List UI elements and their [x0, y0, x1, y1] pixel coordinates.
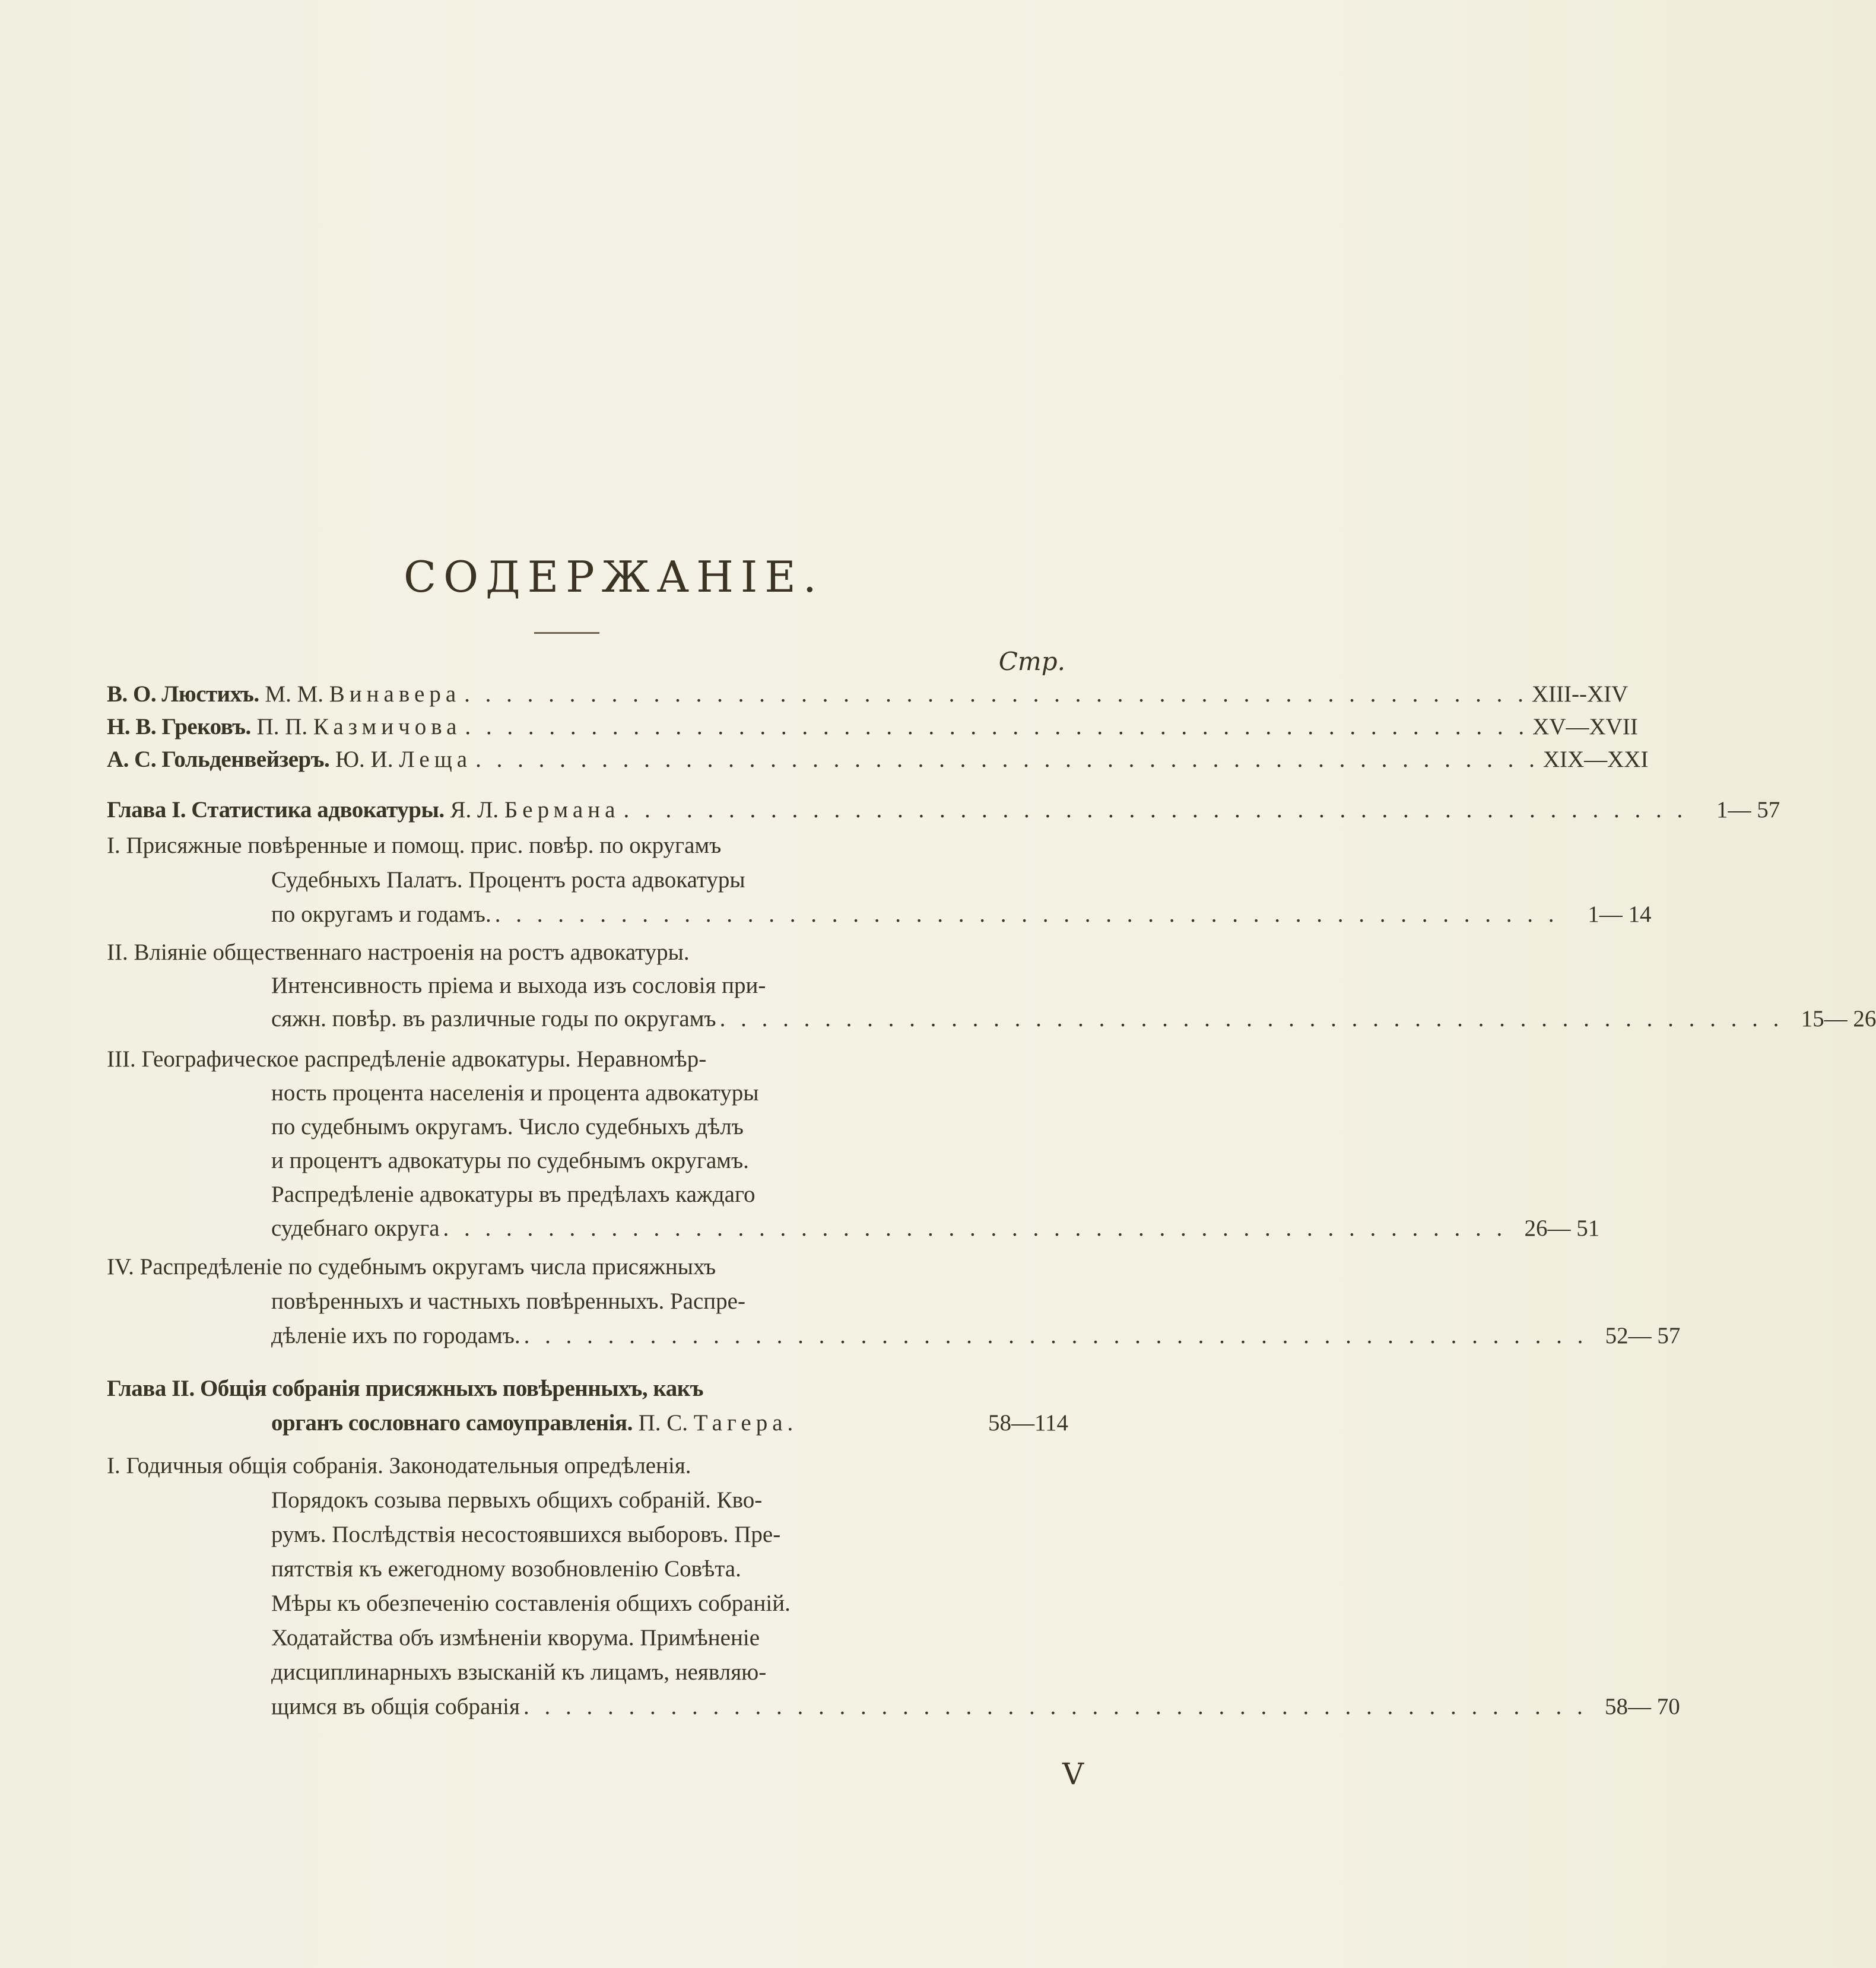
entry-name: Казмичова: [313, 714, 462, 739]
section-line: III. Географическое распредѣленіе адвокатуры. Неравномѣр-: [107, 1046, 707, 1072]
section-line: I. Годичныя общія собранія. Законодательныя опредѣленія.: [107, 1453, 691, 1478]
section-line: повѣренныхъ и частныхъ повѣренныхъ. Распре-: [271, 1288, 745, 1314]
section-line: Мѣры къ обезпеченію составленія общихъ собраній.: [271, 1591, 791, 1616]
entry-author: Н. В. Грековъ.: [107, 714, 251, 739]
section-line: IV. Распредѣленіе по судебнымъ округамъ числа присяжныхъ: [107, 1254, 716, 1280]
section-line: Интенсивность пріема и выхода изъ сословія при-: [271, 973, 766, 998]
chapter-heading: [107, 1372, 1068, 1405]
section-line: дисциплинарныхъ взысканій къ лицамъ, неявляю-: [271, 1659, 767, 1685]
entry-by: Ю. И.: [335, 747, 393, 772]
entry-pages: XIX—XXI: [1542, 747, 1649, 772]
chapter-author: Бермана: [504, 797, 620, 823]
section-line: I. Присяжные повѣренные и помощ. прис. повѣр. по округамъ: [107, 833, 722, 858]
chapter-title-cont: органъ сословнаго самоуправленія.: [271, 1410, 633, 1436]
section-pages: 15— 26: [1801, 1006, 1876, 1031]
toc-entry: [107, 678, 1629, 711]
chapter-by: П. С.: [638, 1410, 688, 1436]
section-line-last: судебнаго округа . . . . . . . . . . . . . . . . . . . . . . . . . . . . . . . . . . . . . . . . . . . . . . . . . . . 26— 51: [271, 1212, 1068, 1245]
section-pages: 26— 51: [1524, 1215, 1600, 1241]
section-line: Ходатайства объ измѣненіи кворума. Примѣненіе: [271, 1625, 760, 1650]
leader-dots: . . . . . . . . . . . . . . . . . . . . . . . . . . . . . . . . . . . . . . . . . . . . . . . . . . .: [623, 797, 1688, 823]
entry-by: М. М.: [265, 681, 324, 707]
section-line: Судебныхъ Палатъ. Процентъ роста адвокатуры: [271, 867, 745, 893]
section-line-last: щимся въ общія собранія . . . . . . . . . . . . . . . . . . . . . . . . . . . . . . . . . . . . . . . . . . . . . . . . . . . 58— 70: [271, 1690, 1068, 1723]
entry-name: Винавера: [329, 681, 461, 707]
section-line-last: по округамъ и годамъ. . . . . . . . . . . . . . . . . . . . . . . . . . . . . . . . . . . . . . . . . . . . . . . . . . . . 1— 14: [271, 898, 1068, 931]
chapter-pages: 1— 57: [1716, 797, 1780, 823]
entry-name: Леща: [399, 747, 472, 772]
section-line: по судебнымъ округамъ. Число судебныхъ дѣлъ: [271, 1114, 744, 1139]
chapter-title: Глава I. Статистика адвокатуры.: [107, 797, 445, 823]
page-title: СОДЕРЖАНІЕ.: [404, 552, 824, 602]
section-line: и процентъ адвокатуры по судебнымъ округамъ.: [271, 1148, 749, 1173]
section-line: пятствія къ ежегодному возобновленію Совѣта.: [271, 1556, 741, 1582]
entry-by: П. П.: [256, 714, 308, 739]
section-line: Порядокъ созыва первыхъ общихъ собраній. Кво-: [271, 1487, 763, 1513]
entry-pages: XIII--XIV: [1531, 681, 1629, 707]
leader-dots: . . . . . . . . . . . . . . . . . . . . . . . . . . . . . . . . . . . . . . . . . . . . . . . . . . .: [464, 681, 1528, 707]
chapter-by: Я. Л.: [450, 797, 499, 823]
section-line-last: дѣленіе ихъ по городамъ. . . . . . . . . . . . . . . . . . . . . . . . . . . . . . . . . . . . . . . . . . . . . . . . . . . . 52— 57: [271, 1319, 1068, 1353]
toc-entry: [107, 710, 1638, 744]
chapter-pages: 58—114: [988, 1410, 1068, 1436]
chapter-author: Тагера.: [693, 1410, 798, 1436]
page-number: V: [1062, 1757, 1084, 1791]
chapter-heading: [107, 793, 1780, 827]
entry-pages: XV—XVII: [1532, 714, 1638, 739]
entry-author: А. С. Гольденвейзеръ.: [107, 747, 330, 772]
leader-dots: . . . . . . . . . . . . . . . . . . . . . . . . . . . . . . . . . . . . . . . . . . . . . . . . . . .: [465, 714, 1529, 739]
leader-dots: . . . . . . . . . . . . . . . . . . . . . . . . . . . . . . . . . . . . . . . . . . . . . . . . . . .: [443, 1215, 1507, 1241]
toc-entry: [107, 743, 1649, 776]
leader-dots: . . . . . . . . . . . . . . . . . . . . . . . . . . . . . . . . . . . . . . . . . . . . . . . . . . .: [523, 1694, 1588, 1719]
entry-author: В. О. Люстихъ.: [107, 681, 259, 707]
section-line: румъ. Послѣдствія несостоявшихся выборовъ. Пре-: [271, 1522, 781, 1547]
leader-dots: . . . . . . . . . . . . . . . . . . . . . . . . . . . . . . . . . . . . . . . . . . . . . . . . . . .: [523, 1323, 1588, 1348]
section-line: ность процента населенія и процента адвокатуры: [271, 1080, 759, 1106]
title-rule: [534, 632, 599, 634]
section-pages: 1— 14: [1588, 902, 1652, 927]
section-line: Распредѣленіе адвокатуры въ предѣлахъ каждаго: [271, 1182, 756, 1207]
leader-dots: . . . . . . . . . . . . . . . . . . . . . . . . . . . . . . . . . . . . . . . . . . . . . . . . . . .: [494, 902, 1559, 927]
chapter-title: Глава II. Общія собранія присяжныхъ повѣренныхъ, какъ: [107, 1376, 704, 1401]
leader-dots: . . . . . . . . . . . . . . . . . . . . . . . . . . . . . . . . . . . . . . . . . . . . . . . . . . .: [719, 1006, 1784, 1031]
leader-dots: . . . . . . . . . . . . . . . . . . . . . . . . . . . . . . . . . . . . . . . . . . . . . . . . . . .: [475, 747, 1539, 772]
chapter-heading-cont: [271, 1407, 1068, 1440]
section-pages: 52— 57: [1605, 1323, 1681, 1348]
section-line: II. Вліяніе общественнаго настроенія на ростъ адвокатуры.: [107, 939, 690, 965]
section-pages: 58— 70: [1604, 1694, 1680, 1719]
page-column-label: Стр.: [998, 647, 1065, 676]
section-line-last: сяжн. повѣр. въ различные годы по округамъ . . . . . . . . . . . . . . . . . . . . . . . . . . . . . . . . . . . . . . . . . . . . . . . . . . . 15— 26: [271, 1002, 1068, 1036]
